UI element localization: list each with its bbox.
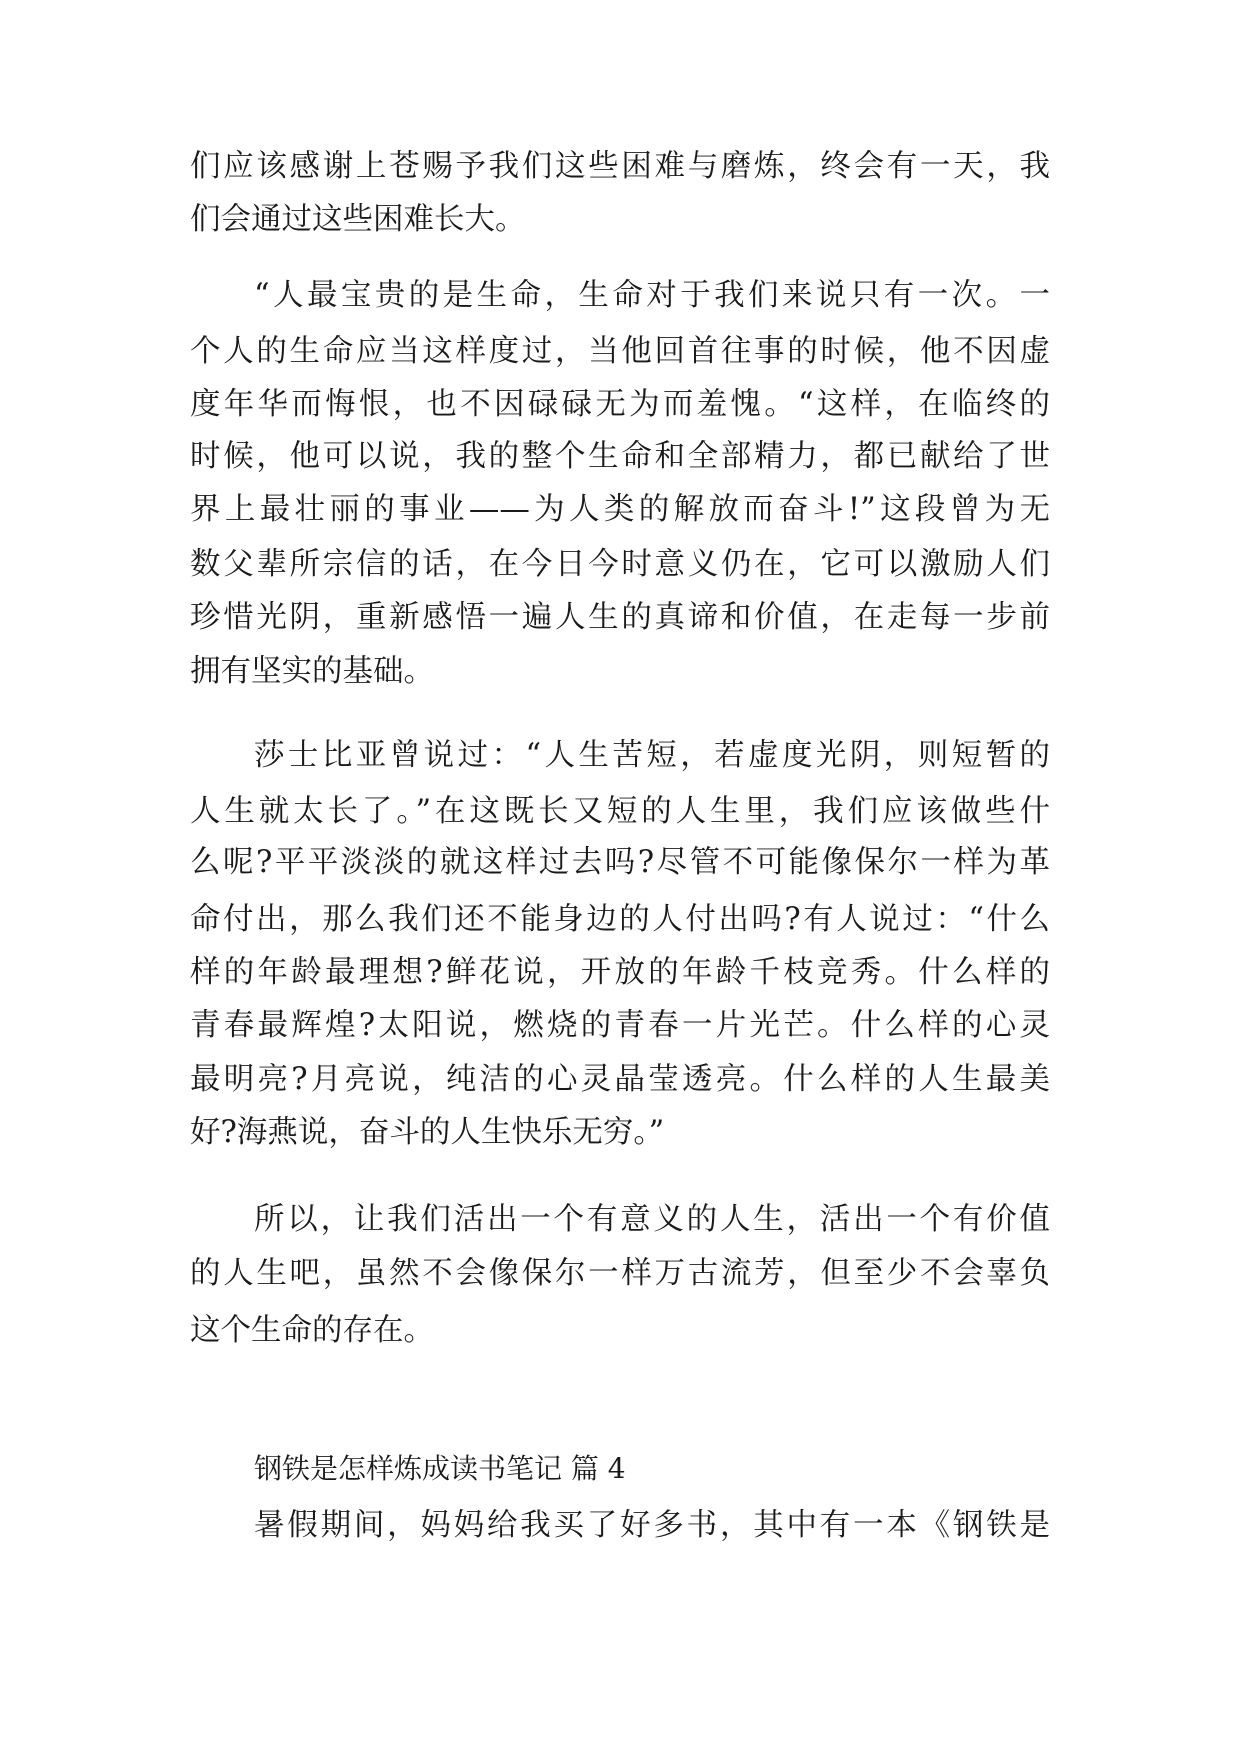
text-line: 人生就太长了。”在这既长又短的人生里，我们应该做些什 <box>190 794 1050 829</box>
text-line: 么呢?平平淡淡的就这样过去吗?尽管不可能像保尔一样为革 <box>190 845 1050 880</box>
text-line: 界上最壮丽的事业——为人类的解放而奋斗!”这段曾为无 <box>190 492 1050 527</box>
text-line: 莎士比亚曾说过：“人生苦短，若虚度光阴，则短暂的 <box>254 738 1050 773</box>
text-line: 命付出，那么我们还不能身边的人付出吗?有人说过：“什么 <box>190 902 1050 937</box>
text-line: 的人生吧，虽然不会像保尔一样万古流芳，但至少不会辜负 <box>190 1256 1050 1291</box>
section-heading: 钢铁是怎样炼成读书笔记 篇 4 <box>254 1452 626 1485</box>
text-line: 们会通过这些困难长大。 <box>190 202 526 237</box>
text-line: 们应该感谢上苍赐予我们这些困难与磨炼，终会有一天，我 <box>190 149 1050 184</box>
text-line: 数父辈所宗信的话，在今日今时意义仍在，它可以激励人们 <box>190 547 1050 582</box>
text-line: 拥有坚实的基础。 <box>190 654 434 689</box>
text-line: 好?海燕说，奋斗的人生快乐无穷。” <box>190 1115 665 1150</box>
text-line: “人最宝贵的是生命，生命对于我们来说只有一次。一 <box>254 278 1050 313</box>
text-line: 珍惜光阴，重新感悟一遍人生的真谛和价值，在走每一步前 <box>190 600 1050 635</box>
text-line: 样的年龄最理想?鲜花说，开放的年龄千枝竞秀。什么样的 <box>190 955 1050 990</box>
text-line: 所以，让我们活出一个有意义的人生，活出一个有价值 <box>254 1202 1050 1237</box>
text-line: 青春最辉煌?太阳说，燃烧的青春一片光芒。什么样的心灵 <box>190 1008 1050 1043</box>
text-line: 暑假期间，妈妈给我买了好多书，其中有一本《钢铁是 <box>254 1508 1050 1543</box>
text-line: 最明亮?月亮说，纯洁的心灵晶莹透亮。什么样的人生最美 <box>190 1062 1050 1097</box>
text-line: 度年华而悔恨，也不因碌碌无为而羞愧。“这样，在临终的 <box>190 387 1050 422</box>
text-line: 时候，他可以说，我的整个生命和全部精力，都已献给了世 <box>190 439 1050 474</box>
text-line: 这个生命的存在。 <box>190 1313 434 1348</box>
text-line: 个人的生命应当这样度过，当他回首往事的时候，他不因虚 <box>190 334 1050 369</box>
